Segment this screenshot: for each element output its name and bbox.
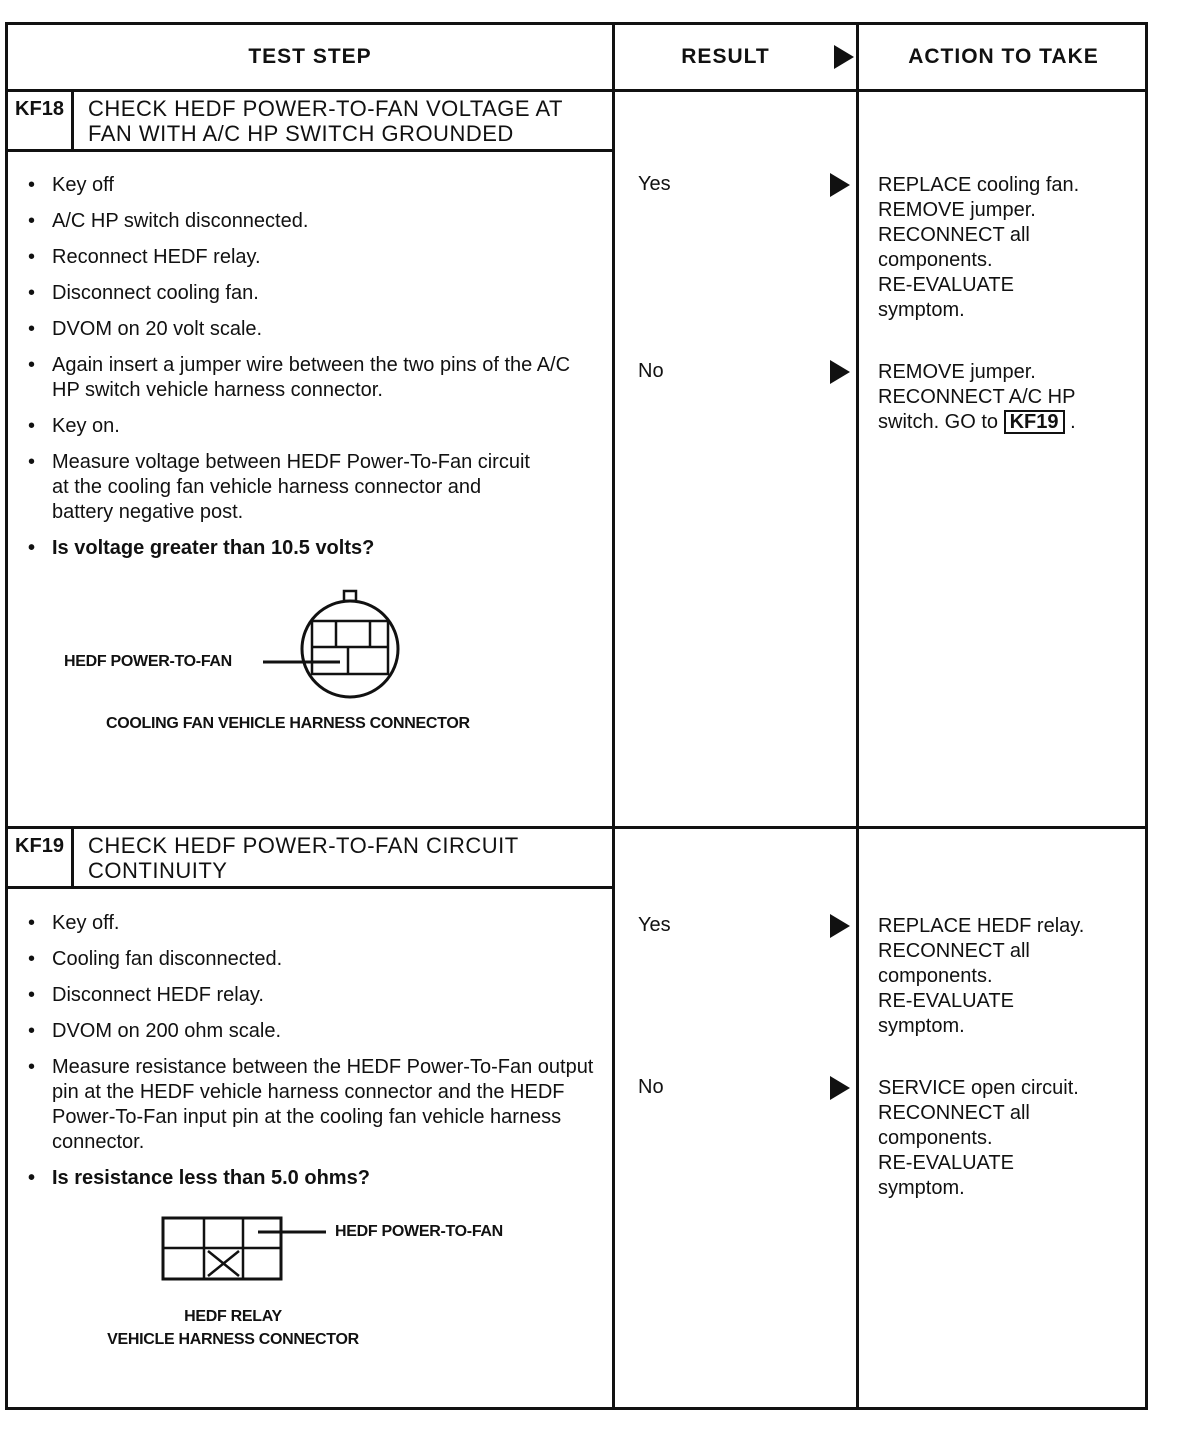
header-result: RESULT xyxy=(615,25,856,89)
step-title: CHECK HEDF POWER-TO-FAN CIRCUIT CONTINUITY xyxy=(88,833,519,883)
result-yes: Yes xyxy=(638,914,671,936)
step-title-box-kf18 xyxy=(8,92,612,152)
column-divider-1 xyxy=(612,25,615,1407)
no-arrow-icon xyxy=(830,1076,850,1100)
hedf-relay-connector-diagram xyxy=(8,1205,608,1295)
list-item: • DVOM on 20 volt scale. xyxy=(26,317,596,342)
result-yes: Yes xyxy=(638,173,671,195)
list-item: • Measure voltage between HEDF Power-To-Fan circuit at the cooling fan vehicle harness connector and battery negative post. xyxy=(26,450,542,525)
list-item: • A/C HP switch disconnected. xyxy=(26,209,596,234)
list-item: • Disconnect cooling fan. xyxy=(26,281,596,306)
step-title-box-kf19 xyxy=(8,829,612,889)
step-id: KF19 xyxy=(8,829,74,886)
action-kf19-no: SERVICE open circuit. RECONNECT all components. RE-EVALUATE symptom. xyxy=(878,1077,1079,1199)
list-item: • DVOM on 200 ohm scale. xyxy=(26,1019,596,1044)
result-no: No xyxy=(638,360,664,382)
question: • Is resistance less than 5.0 ohms? xyxy=(26,1166,596,1191)
list-item: • Reconnect HEDF relay. xyxy=(26,245,596,270)
step-items-kf18 xyxy=(26,173,596,572)
list-item: • Key on. xyxy=(26,414,596,439)
diagram-pin-label: HEDF POWER-TO-FAN xyxy=(335,1223,503,1240)
step-title: CHECK HEDF POWER-TO-FAN VOLTAGE AT FAN WITH A/C HP SWITCH GROUNDED xyxy=(88,96,563,146)
action-kf18-no: REMOVE jumper. RECONNECT A/C HP switch. GO to KF19 . xyxy=(878,361,1076,433)
yes-arrow-icon xyxy=(830,173,850,197)
step-id: KF18 xyxy=(8,92,74,149)
diagram-pin-label: HEDF POWER-TO-FAN xyxy=(64,653,232,670)
header-test-step: TEST STEP xyxy=(248,45,372,68)
diagram-caption: COOLING FAN VEHICLE HARNESS CONNECTOR xyxy=(106,715,470,732)
result-no: No xyxy=(638,1076,664,1098)
step-reference-kf19[interactable]: KF19 xyxy=(1004,410,1065,434)
list-item: • Key off xyxy=(26,173,596,198)
diagram-caption: HEDF RELAY VEHICLE HARNESS CONNECTOR xyxy=(107,1308,359,1348)
yes-arrow-icon xyxy=(830,914,850,938)
header-action: ACTION TO TAKE xyxy=(908,45,1099,68)
no-arrow-icon xyxy=(830,360,850,384)
list-item: • Measure resistance between the HEDF Power-To-Fan output pin at the HEDF vehicle harness connector and the HEDF Power-To-Fan input pin at the cooling fan vehicle harness connector. xyxy=(26,1055,596,1155)
list-item: • Cooling fan disconnected. xyxy=(26,947,596,972)
result-arrow-icon xyxy=(834,45,854,69)
question: • Is voltage greater than 10.5 volts? xyxy=(26,536,596,561)
step-items-kf19 xyxy=(26,911,596,1202)
list-item: • Disconnect HEDF relay. xyxy=(26,983,596,1008)
action-kf18-yes: REPLACE cooling fan. REMOVE jumper. RECONNECT all components. RE-EVALUATE symptom. xyxy=(878,174,1080,321)
action-kf19-yes: REPLACE HEDF relay. RECONNECT all components. RE-EVALUATE symptom. xyxy=(878,915,1085,1037)
column-divider-2 xyxy=(856,25,859,1407)
list-item: • Key off. xyxy=(26,911,596,936)
diagnostic-table xyxy=(5,22,1148,1410)
list-item: • Again insert a jumper wire between the two pins of the A/C HP switch vehicle harness connector. xyxy=(26,353,596,403)
